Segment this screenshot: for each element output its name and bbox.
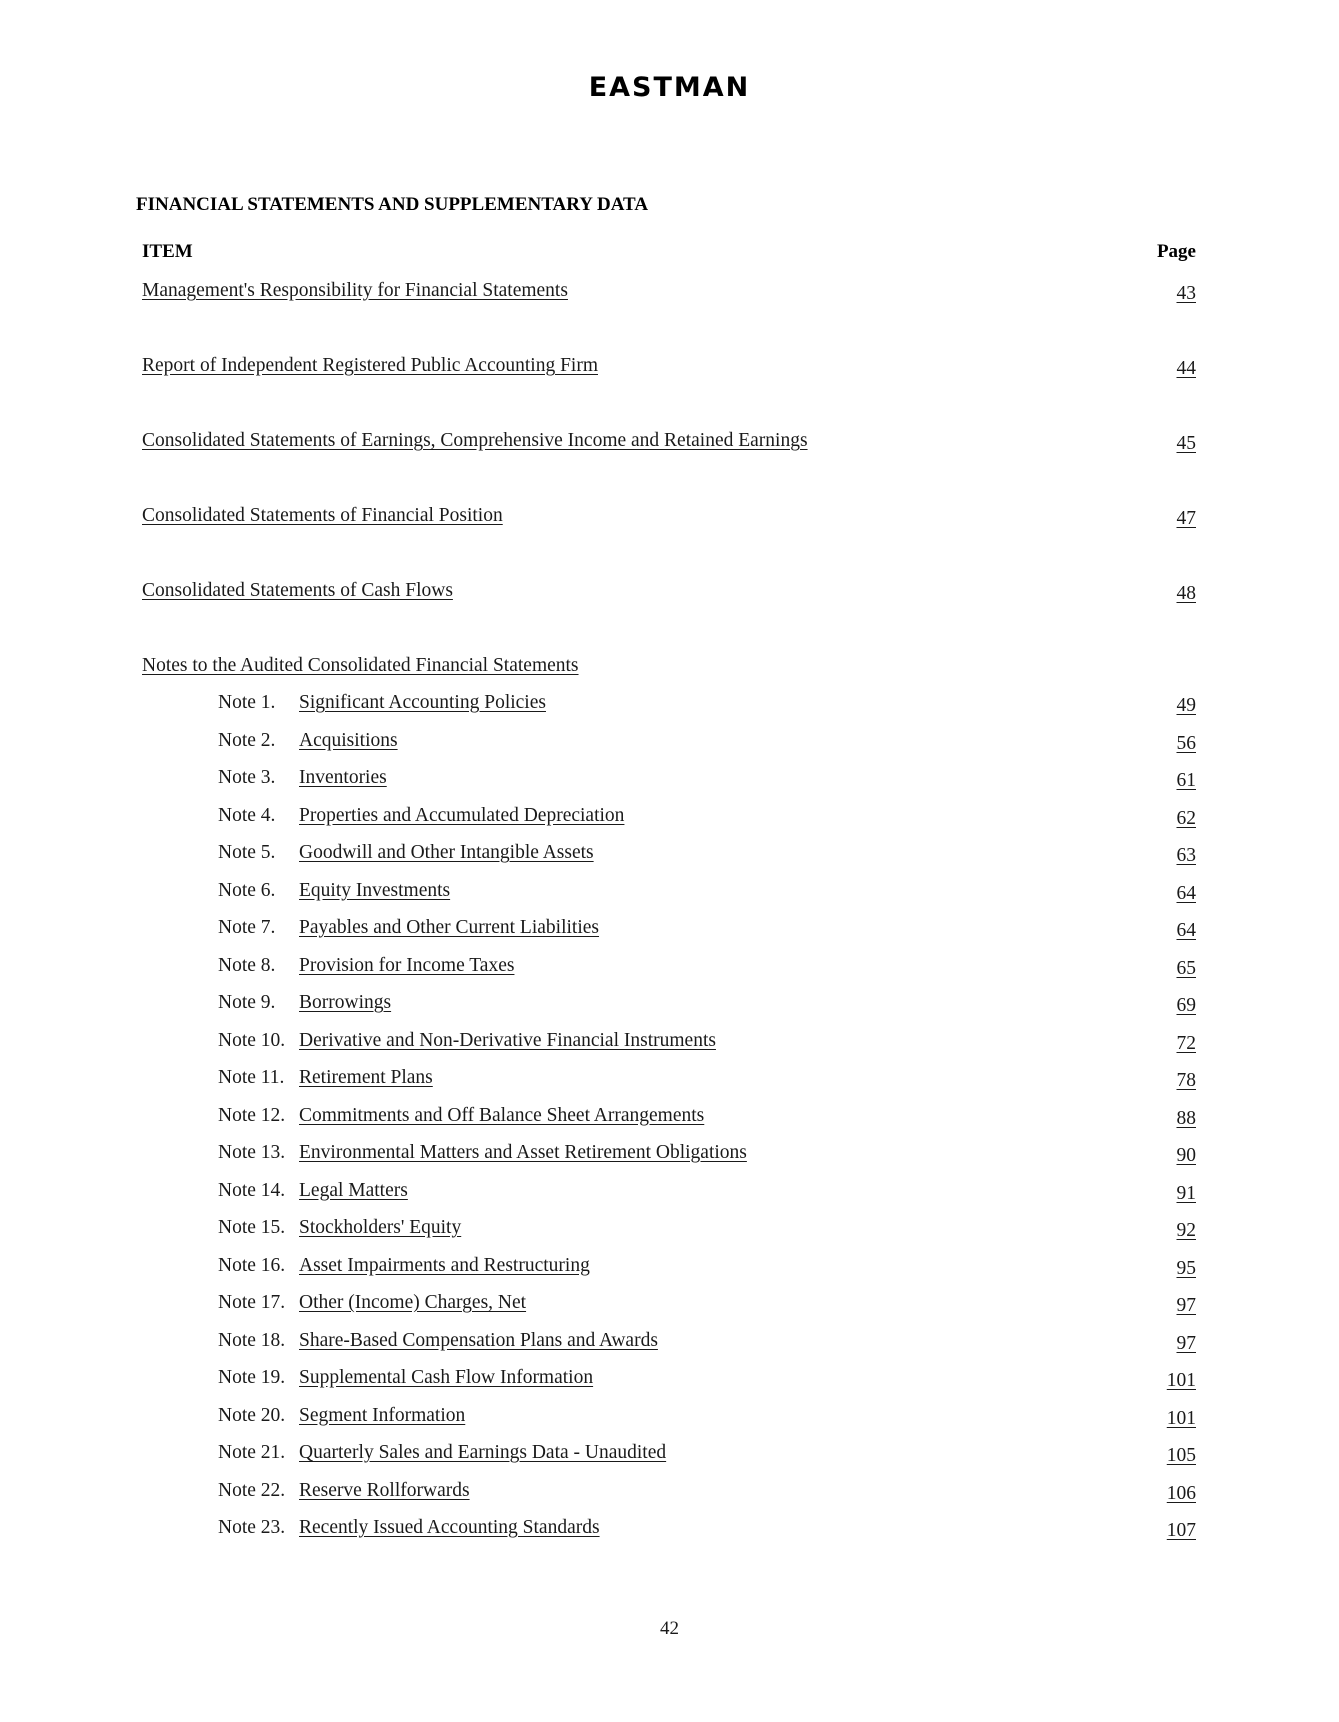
note-page-link[interactable]: 91 bbox=[1176, 1182, 1196, 1204]
toc-page-link[interactable]: 48 bbox=[1176, 583, 1196, 604]
note-link[interactable] bbox=[218, 1480, 470, 1502]
note-page-link[interactable]: 88 bbox=[1176, 1107, 1196, 1129]
note-link[interactable] bbox=[218, 1030, 716, 1052]
note-title: Provision for Income Taxes bbox=[299, 954, 515, 976]
note-page-link[interactable]: 97 bbox=[1176, 1332, 1196, 1354]
note-title: Asset Impairments and Restructuring bbox=[299, 1254, 590, 1276]
note-title: Equity Investments bbox=[299, 879, 451, 901]
section-title: FINANCIAL STATEMENTS AND SUPPLEMENTARY DATA bbox=[136, 194, 649, 215]
note-page-link[interactable]: 107 bbox=[1166, 1520, 1196, 1541]
note-link[interactable] bbox=[218, 1217, 461, 1239]
note-title: Stockholders' Equity bbox=[299, 1217, 462, 1238]
note-page-link[interactable]: 62 bbox=[1176, 807, 1196, 829]
note-page-link[interactable]: 106 bbox=[1166, 1482, 1196, 1504]
notes-heading-link[interactable]: Notes to the Audited Consolidated Financial Statements bbox=[142, 655, 579, 676]
note-link[interactable] bbox=[218, 1105, 704, 1127]
note-page-link[interactable]: 90 bbox=[1176, 1145, 1196, 1166]
note-number: Note 5. bbox=[218, 842, 276, 863]
note-page-link[interactable]: 101 bbox=[1166, 1407, 1196, 1429]
note-number: Note 22. bbox=[218, 1479, 286, 1501]
note-title: Significant Accounting Policies bbox=[299, 692, 546, 713]
item-column-header: ITEM bbox=[142, 241, 193, 262]
note-link[interactable] bbox=[218, 1067, 433, 1089]
note-title: Retirement Plans bbox=[299, 1067, 433, 1088]
note-number: Note 8. bbox=[218, 954, 276, 976]
note-link[interactable] bbox=[218, 1517, 600, 1539]
note-page-link[interactable]: 92 bbox=[1176, 1220, 1196, 1241]
note-page-link[interactable]: 56 bbox=[1176, 732, 1196, 754]
note-page-link[interactable]: 95 bbox=[1176, 1257, 1196, 1279]
note-link[interactable] bbox=[218, 1330, 658, 1352]
note-page-link[interactable]: 64 bbox=[1176, 920, 1196, 941]
note-title: Properties and Accumulated Depreciation bbox=[299, 804, 625, 826]
note-page-link[interactable]: 49 bbox=[1176, 695, 1196, 716]
note-page-link[interactable]: 65 bbox=[1176, 957, 1196, 979]
note-title: Recently Issued Accounting Standards bbox=[299, 1517, 600, 1538]
note-title: Inventories bbox=[299, 767, 387, 788]
note-number: Note 17. bbox=[218, 1292, 286, 1313]
note-link[interactable] bbox=[218, 880, 450, 902]
note-number: Note 4. bbox=[218, 804, 276, 826]
toc-page-link[interactable]: 45 bbox=[1176, 433, 1196, 454]
note-link[interactable] bbox=[218, 992, 391, 1014]
note-link[interactable] bbox=[218, 730, 398, 752]
note-link[interactable] bbox=[218, 917, 599, 939]
note-page-link[interactable]: 72 bbox=[1176, 1032, 1196, 1054]
toc-item-link[interactable]: Management's Responsibility for Financial Statements bbox=[142, 280, 568, 301]
note-title: Goodwill and Other Intangible Assets bbox=[299, 842, 594, 863]
note-page-link[interactable]: 97 bbox=[1176, 1295, 1196, 1316]
note-number: Note 7. bbox=[218, 917, 276, 938]
note-page-link[interactable]: 78 bbox=[1176, 1070, 1196, 1091]
note-link[interactable] bbox=[218, 1292, 526, 1314]
note-number: Note 16. bbox=[218, 1254, 286, 1276]
note-page-link[interactable]: 101 bbox=[1166, 1370, 1196, 1391]
note-number: Note 10. bbox=[218, 1029, 286, 1051]
note-title: Supplemental Cash Flow Information bbox=[299, 1367, 594, 1388]
note-number: Note 2. bbox=[218, 729, 276, 751]
note-title: Reserve Rollforwards bbox=[299, 1479, 470, 1501]
note-number: Note 6. bbox=[218, 879, 276, 901]
note-page-link[interactable]: 61 bbox=[1176, 770, 1196, 791]
note-title: Quarterly Sales and Earnings Data - Unaudited bbox=[299, 1442, 667, 1463]
toc-page-link[interactable]: 44 bbox=[1176, 358, 1196, 379]
note-page-link[interactable]: 64 bbox=[1176, 882, 1196, 904]
note-link[interactable] bbox=[218, 692, 546, 714]
note-number: Note 9. bbox=[218, 992, 276, 1013]
page-column-header: Page bbox=[1156, 241, 1196, 262]
toc-item-link[interactable]: Consolidated Statements of Financial Position bbox=[142, 505, 503, 526]
note-link[interactable] bbox=[218, 955, 514, 977]
eastman-logo: EASTMAN bbox=[588, 72, 751, 103]
note-title: Payables and Other Current Liabilities bbox=[299, 917, 600, 938]
note-number: Note 12. bbox=[218, 1104, 286, 1126]
note-title: Derivative and Non-Derivative Financial Instruments bbox=[299, 1029, 716, 1051]
note-page-link[interactable]: 63 bbox=[1176, 845, 1196, 866]
note-page-link[interactable]: 105 bbox=[1166, 1445, 1196, 1466]
note-link[interactable] bbox=[218, 1405, 465, 1427]
toc-item-link[interactable]: Report of Independent Registered Public Accounting Firm bbox=[142, 355, 598, 376]
note-title: Share-Based Compensation Plans and Awards bbox=[299, 1329, 658, 1351]
note-page-link[interactable]: 69 bbox=[1176, 995, 1196, 1016]
note-number: Note 21. bbox=[218, 1442, 286, 1463]
note-link[interactable] bbox=[218, 805, 624, 827]
note-link[interactable] bbox=[218, 1180, 408, 1202]
note-link[interactable] bbox=[218, 1255, 590, 1277]
toc-page-link[interactable]: 47 bbox=[1176, 508, 1196, 529]
toc-item-link[interactable]: Consolidated Statements of Earnings, Comprehensive Income and Retained Earnings bbox=[142, 430, 808, 451]
toc-page-link[interactable]: 43 bbox=[1176, 283, 1196, 304]
note-link[interactable] bbox=[218, 842, 594, 864]
note-number: Note 13. bbox=[218, 1142, 286, 1163]
note-number: Note 23. bbox=[218, 1517, 286, 1538]
note-link[interactable] bbox=[218, 1367, 593, 1389]
note-link[interactable] bbox=[218, 1442, 666, 1464]
note-number: Note 3. bbox=[218, 767, 276, 788]
note-title: Environmental Matters and Asset Retirement Obligations bbox=[299, 1142, 747, 1163]
note-title: Segment Information bbox=[299, 1404, 466, 1426]
note-number: Note 14. bbox=[218, 1179, 286, 1201]
note-number: Note 1. bbox=[218, 692, 276, 713]
note-title: Other (Income) Charges, Net bbox=[299, 1292, 527, 1313]
note-number: Note 20. bbox=[218, 1404, 286, 1426]
toc-item-link[interactable]: Consolidated Statements of Cash Flows bbox=[142, 580, 453, 601]
note-number: Note 11. bbox=[218, 1067, 285, 1088]
note-number: Note 15. bbox=[218, 1217, 286, 1238]
note-title: Acquisitions bbox=[299, 729, 398, 751]
page-number: 42 bbox=[660, 1618, 679, 1639]
note-number: Note 18. bbox=[218, 1329, 286, 1351]
note-title: Commitments and Off Balance Sheet Arrangements bbox=[299, 1104, 705, 1126]
note-title: Legal Matters bbox=[299, 1179, 408, 1201]
note-number: Note 19. bbox=[218, 1367, 286, 1388]
note-title: Borrowings bbox=[299, 992, 392, 1013]
note-link[interactable] bbox=[218, 767, 387, 789]
note-link[interactable] bbox=[218, 1142, 747, 1164]
